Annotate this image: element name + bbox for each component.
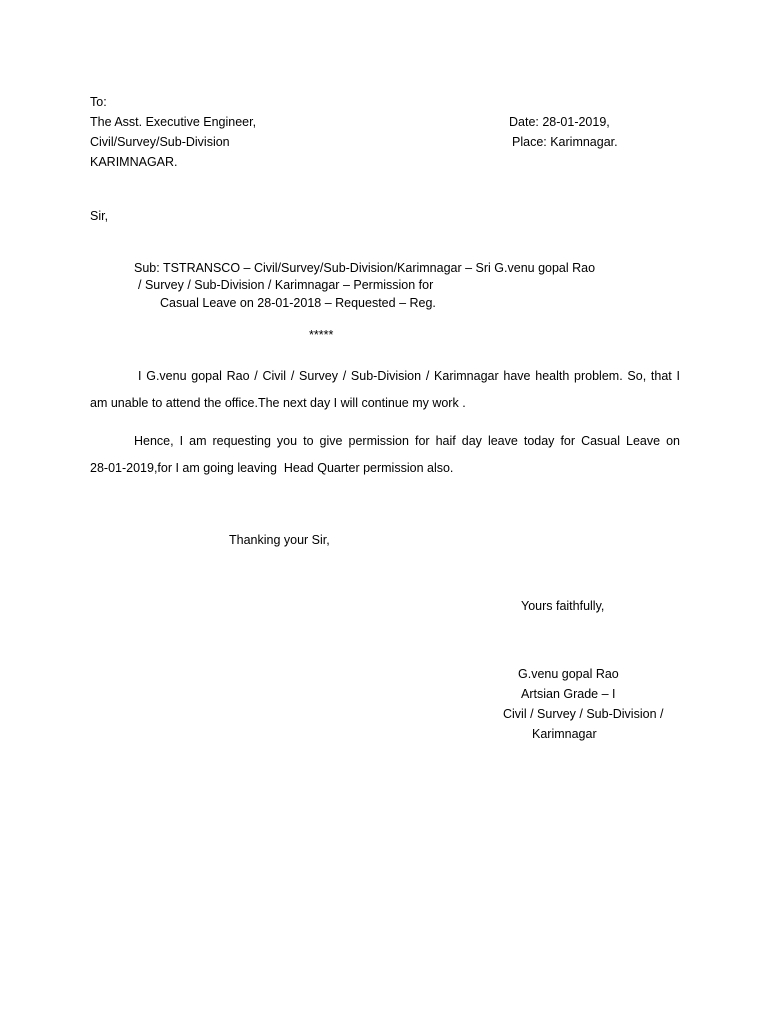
letter-date: Date: 28-01-2019, <box>509 115 610 129</box>
salutation: Sir, <box>90 209 109 223</box>
subject-line-2: / Survey / Sub-Division / Karimnagar – Permission for <box>138 278 434 292</box>
closing-line: Yours faithfully, <box>521 599 605 613</box>
body-paragraph-2-line-1: Hence, I am requesting you to give permission for haif day leave today for Casual Leave on <box>134 434 680 448</box>
subject-line-3: Casual Leave on 28-01-2018 – Requested – Reg. <box>160 296 436 310</box>
body-paragraph-1-line-2: am unable to attend the office.The next day I will continue my work . <box>90 396 466 410</box>
separator-stars: ***** <box>309 328 334 342</box>
to-label: To: <box>90 95 107 109</box>
subject-line-1: Sub: TSTRANSCO – Civil/Survey/Sub-Division/Karimnagar – Sri G.venu gopal Rao <box>134 261 596 275</box>
signatory-office: Civil / Survey / Sub-Division / <box>503 707 664 721</box>
signatory-grade: Artsian Grade – I <box>521 687 616 701</box>
signatory-name: G.venu gopal Rao <box>518 667 619 681</box>
thanks-line: Thanking your Sir, <box>229 533 330 547</box>
recipient-designation: The Asst. Executive Engineer, <box>90 115 257 129</box>
body-paragraph-2-line-2: 28-01-2019,for I am going leaving Head Quarter permission also. <box>90 461 454 475</box>
recipient-city: KARIMNAGAR. <box>90 155 178 169</box>
recipient-office: Civil/Survey/Sub-Division <box>90 135 230 149</box>
body-paragraph-1-line-1: I G.venu gopal Rao / Civil / Survey / Sub-Division / Karimnagar have health problem. So, that I <box>138 369 680 383</box>
letter-place: Place: Karimnagar. <box>512 135 618 149</box>
signatory-place: Karimnagar <box>532 727 597 741</box>
